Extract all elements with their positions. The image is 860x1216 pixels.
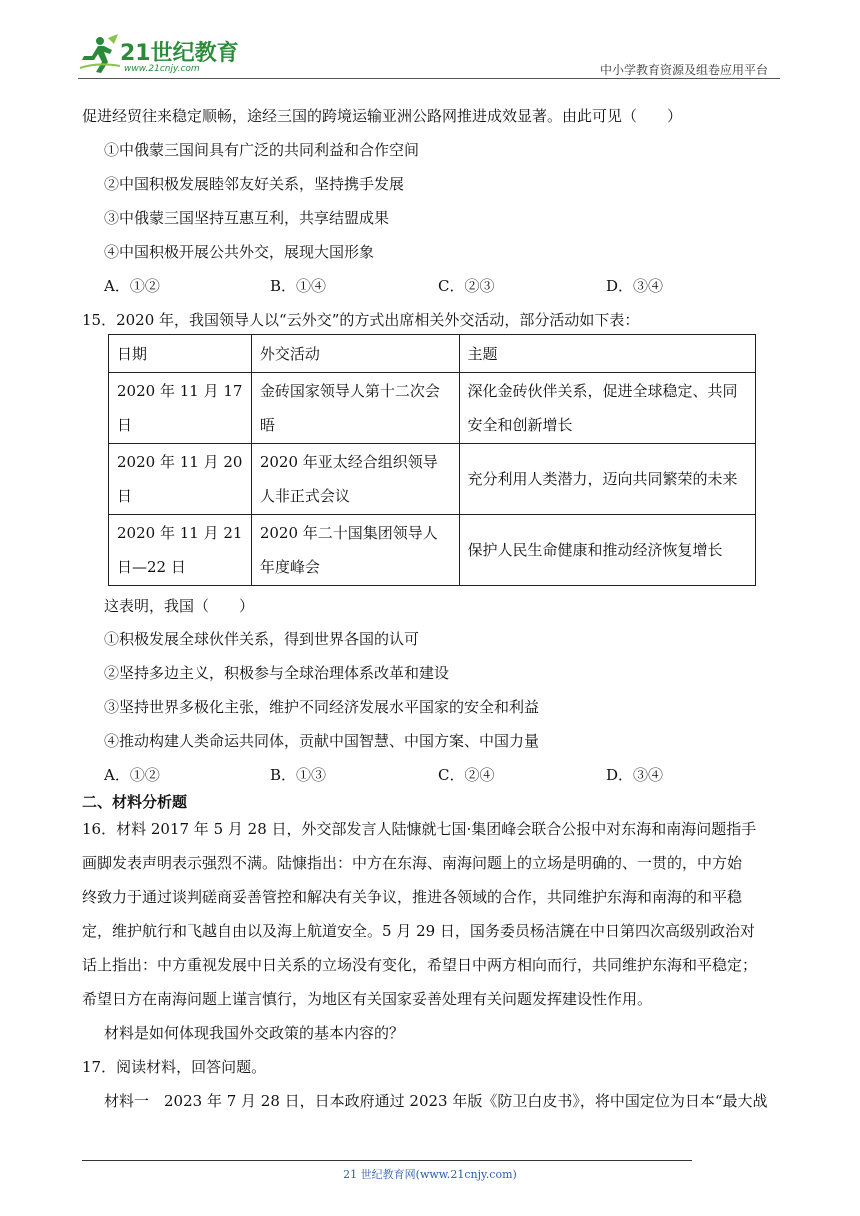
logo-text: 21世纪教育 bbox=[120, 41, 239, 66]
table-cell-activity: 2020 年亚太经合组织领导人非正式会议 bbox=[251, 444, 459, 515]
table-cell-theme: 保护人民生命健康和推动经济恢复增长 bbox=[459, 515, 756, 586]
q15-item-3: ③坚持世界多极化主张，维护不同经济发展水平国家的安全和利益 bbox=[104, 698, 540, 716]
q17-stem: 17．阅读材料，回答问题。 bbox=[82, 1058, 267, 1076]
q16-line-6: 希望日方在南海问题上谨言慎行，为地区有关国家妥善处理有关问题发挥建设性作用。 bbox=[82, 990, 653, 1008]
q14-item-4: ④中国积极开展公共外交，展现大国形象 bbox=[104, 243, 375, 261]
q14-stem: 促进经贸往来稳定顺畅，途经三国的跨境运输亚洲公路网推进成效显著。由此可见（ ） bbox=[82, 107, 683, 125]
q15-follow: 这表明，我国（ ） bbox=[104, 597, 255, 615]
table-header-cell: 日期 bbox=[109, 335, 252, 373]
q15-item-4: ④推动构建人类命运共同体，贡献中国智慧、中国方案、中国力量 bbox=[104, 732, 540, 750]
header-divider bbox=[78, 78, 780, 79]
table-header-cell: 外交活动 bbox=[251, 335, 459, 373]
q15-option-b: B．①③ bbox=[270, 766, 327, 784]
table-cell-theme: 充分利用人类潜力，迈向共同繁荣的未来 bbox=[459, 444, 756, 515]
q15-option-d: D．③④ bbox=[606, 766, 664, 784]
table-header-row bbox=[109, 335, 756, 373]
q14-option-a: A．①② bbox=[104, 277, 160, 295]
page-footer: 21 世纪教育网(www.21cnjy.com) bbox=[343, 1168, 517, 1181]
table-row bbox=[109, 444, 756, 515]
platform-title: 中小学教育资源及组卷应用平台 bbox=[599, 63, 768, 77]
q16-line-1: 16．材料 2017 年 5 月 28 日，外交部发言人陆慷就七国·集团峰会联合公报中对东海和南海问题指手 bbox=[82, 820, 757, 838]
logo-url: www.21cnjy.com bbox=[124, 64, 200, 74]
diplomacy-table bbox=[108, 334, 756, 586]
q16-question: 材料是如何体现我国外交政策的基本内容的？ bbox=[104, 1024, 405, 1042]
table-cell-activity: 2020 年二十国集团领导人年度峰会 bbox=[251, 515, 459, 586]
q16-line-5: 话上指出：中方重视发展中日关系的立场没有变化，希望日中两方相向而行，共同维护东海和平稳定； bbox=[82, 956, 758, 974]
q14-item-3: ③中俄蒙三国坚持互惠互利，共享结盟成果 bbox=[104, 209, 390, 227]
q16-line-3: 终致力于通过谈判磋商妥善管控和解决有关争议，推进各领域的合作，共同维护东海和南海的和平稳 bbox=[82, 888, 743, 906]
q14-item-2: ②中国积极发展睦邻友好关系，坚持携手发展 bbox=[104, 175, 405, 193]
q14-option-d: D．③④ bbox=[606, 277, 664, 295]
runner-logo-icon bbox=[78, 32, 122, 76]
q14-item-1: ①中俄蒙三国间具有广泛的共同利益和合作空间 bbox=[104, 141, 420, 159]
table-cell-date: 2020 年 11 月 20 日 bbox=[109, 444, 252, 515]
q15-stem: 15．2020 年，我国领导人以“云外交”的方式出席相关外交活动，部分活动如下表： bbox=[82, 311, 640, 329]
table-cell-activity: 金砖国家领导人第十二次会晤 bbox=[251, 373, 459, 444]
q14-option-c: C．②③ bbox=[438, 277, 495, 295]
table-cell-date: 2020 年 11 月 21 日—22 日 bbox=[109, 515, 252, 586]
site-logo bbox=[78, 30, 248, 76]
q15-item-1: ①积极发展全球伙伴关系，得到世界各国的认可 bbox=[104, 630, 420, 648]
q15-option-a: A．①② bbox=[104, 766, 160, 784]
footer-divider bbox=[82, 1160, 692, 1161]
q16-line-2: 画脚发表声明表示强烈不满。陆慷指出：中方在东海、南海问题上的立场是明确的、一贯的，中方始 bbox=[82, 854, 743, 872]
q16-line-4: 定，维护航行和飞越自由以及海上航道安全。5 月 29 日，国务委员杨洁篪在中日第四次高级别政治对 bbox=[82, 922, 755, 940]
table-cell-date: 2020 年 11 月 17 日 bbox=[109, 373, 252, 444]
table-row bbox=[109, 373, 756, 444]
section-heading: 二、材料分析题 bbox=[82, 793, 188, 811]
q15-option-c: C．②④ bbox=[438, 766, 495, 784]
table-cell-theme: 深化金砖伙伴关系，促进全球稳定、共同安全和创新增长 bbox=[459, 373, 756, 444]
page-header bbox=[78, 30, 780, 80]
q17-material-1: 材料一 2023 年 7 月 28 日，日本政府通过 2023 年版《防卫白皮书》，将中国定位为日本“最大战 bbox=[104, 1092, 768, 1110]
q15-item-2: ②坚持多边主义，积极参与全球治理体系改革和建设 bbox=[104, 664, 450, 682]
q14-option-b: B．①④ bbox=[270, 277, 327, 295]
table-header-cell: 主题 bbox=[459, 335, 756, 373]
table-row bbox=[109, 515, 756, 586]
